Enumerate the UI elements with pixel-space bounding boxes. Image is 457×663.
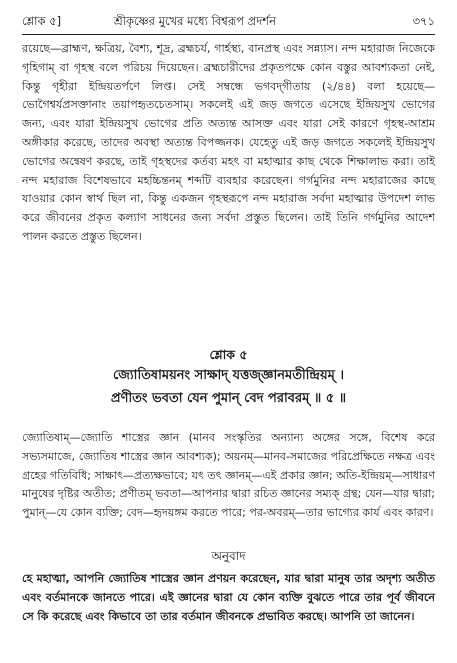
page-number: ৩৭১ [412,14,435,28]
translation-text: হে মহাত্মা, আপনি জ্যোতিষ শাস্ত্রের জ্ঞান প্রণয়ন করেছেন, যার দ্বারা মানুষ তার অদৃশ্য অতীত এবং বর্তমানকে জানতে পারে। এই জ্ঞানের দ্বারা যে কোন ব্যক্তি বুঝতে পারে তার পূর্ব জীবনে সে কি করেছে এবং কিভাবে তা তার বর্তমান জীবনকে প্রভাবিত করছে। আপনি তা জানেন। [22,572,435,623]
word-synonyms: জ্যোতিষাম্—জ্যোতি শাস্ত্রের জ্ঞান (মানব সংস্কৃতির অন্যান্য অঙ্গের সঙ্গে, বিশেষ করে সভ্যসমাজে, জ্যোতিষ শাস্ত্রের জ্ঞান আবশ্যক); অয়নম্—মানব-সমাজের পরিপ্রেক্ষিতে নক্ষত্র এবং গ্রহের গতিবিধি; সাক্ষাৎ—প্রত্যক্ষভাবে; যৎ তৎ জ্ঞানম্—এই প্রকার জ্ঞান; অতি-ইন্দ্রিয়ম্—সাধারণ মানুষের দৃষ্টির অতীত; প্রণীতম্ ভবতা—আপনার দ্বারা রচিত জ্ঞানের সম্যক্ গ্রন্থ; যেন—যার দ্বারা; পুমান্—যে কোন ব্যক্তি; বেদ—হৃদয়ঙ্গম করতে পারে; পর-অবরম্—তার ভাগ্যের কার্য এবং কারণ। [22,431,435,520]
page-header [22,10,435,32]
verse-line-2: প্রণীতং ভবতা যেন পুমান্ বেদ পরাবরম্ ॥ ৫ ॥ [110,391,347,406]
header-rule [22,34,435,35]
verse-heading: শ্লোক ৫ [209,347,248,362]
purport-continuation: রয়েছে—ব্রাহ্মণ, ক্ষত্রিয়, বৈশ্য, শূদ্র, ব্রহ্মচর্য, গার্হস্থ্য, বানপ্রস্থ এবং সন্ন্যাস। নন্দ মহারাজ নিজেকে গৃহিগাম্ বা গৃহস্থ বলে পরিচয় দিয়েছেন। ব্রহ্মচারীদের প্রকৃতপক্ষে কোন বস্তুর আবশ্যকতা নেই, কিন্তু গৃহীরা ইন্দ্রিয়তর্পণে লিপ্ত। সেই সম্বন্ধে ভগবদ্‌গীতায় (২/৪৪) বলা হয়েছে—ভোগৈশ্বর্যপ্রসক্তানাং তয়াপহৃতচেতসাম্। সকলেই এই জড় জগতে এসেছে ইন্দ্রিয়সুখ ভোগের জন্য, এবং যারা ইন্দ্রিয়সুখ ভোগের প্রতি অত্যন্ত আসক্ত এবং যারা সেই কারণে গৃহস্থ-আশ্রম অঙ্গীকার করেছে, তাদের অবস্থা অত্যন্ত বিপজ্জনক। যেহেতু এই জড় জগতে সকলেই ইন্দ্রিয়সুখ ভোগের অন্বেষণ করছে, তাই গৃহস্থদের কর্তব্য মহৎ বা মহাত্মার কাছ থেকে শিক্ষালাভ করা। তাই নন্দ মহারাজ বিশেষভাবে মহচ্চিন্তনম্ শব্দটি ব্যবহার করেছেন। গর্গমুনির নন্দ মহারাজের কাছে যাওয়ার কোন স্বার্থ ছিল না, কিন্তু একজন গৃহস্থরূপে নন্দ মহারাজ সর্বদা মহাত্মার উপদেশ লাভ করে জীবনের প্রকৃত কল্যাণ সাধনের জন্য সর্বদা প্রস্তুত ছিলেন। তাই তিনি গর্গমুনির আদেশ পালন করতে প্রস্তুত ছিলেন। [22,42,435,243]
verse-line-1: জ্যোতিষাময়নং সাক্ষাদ্ যত্তজ্জ্ঞানমতীন্দ্রিয়ম্ । [113,368,344,383]
chapter-verse-ref: শ্লোক ৫] [22,14,62,28]
running-title: শ্রীকৃষ্ণের মুখের মধ্যে বিশ্বরূপ প্রদর্শন [114,14,276,28]
translation-heading: অনুবাদ [211,549,246,563]
